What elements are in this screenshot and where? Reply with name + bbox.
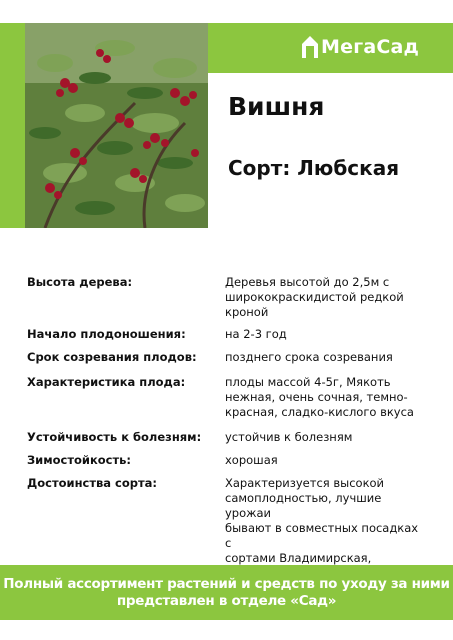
spec-label: Достоинства сорта: [27,476,158,490]
spec-label: Характеристика плода: [27,375,186,389]
spec-label: Высота дерева: [27,275,133,289]
plant-variety: Сорт: Любская [228,156,400,180]
spec-value: на 2-3 год [225,327,287,341]
spec-value: плоды массой 4-5г, Мякоть нежная, очень сочная, темно- красная, сладко-кислого вкуса [225,375,414,419]
spec-label: Срок созревания плодов: [27,350,197,364]
spec-value: позднего срока созревания [225,350,393,364]
spec-value: Деревья высотой до 2,5м с ширококраскидистой редкой кроной [225,275,404,319]
spec-label: Зимостойкость: [27,453,132,467]
footer-banner [0,565,453,620]
spec-value: хорошая [225,453,278,467]
spec-label: Устойчивость к болезням: [27,430,202,444]
brand-name: МегаСад [321,36,420,58]
brand-logo [302,30,419,64]
footer-line-1: Полный ассортимент растений и средств по уходу за ними [3,576,450,592]
footer-line-2: представлен в отделе «Сад» [116,593,337,609]
cherry-tree-photo [25,23,208,228]
house-logo-icon [302,36,318,58]
plant-title: Вишня [228,92,325,121]
spec-label: Начало плодоношения: [27,327,186,341]
spec-value: Характеризуется высокой самоплодностью, лучшие урожаи бывают в совместных посадках с сортами Владимирская, [225,476,419,565]
spec-value: устойчив к болезням [225,430,353,444]
